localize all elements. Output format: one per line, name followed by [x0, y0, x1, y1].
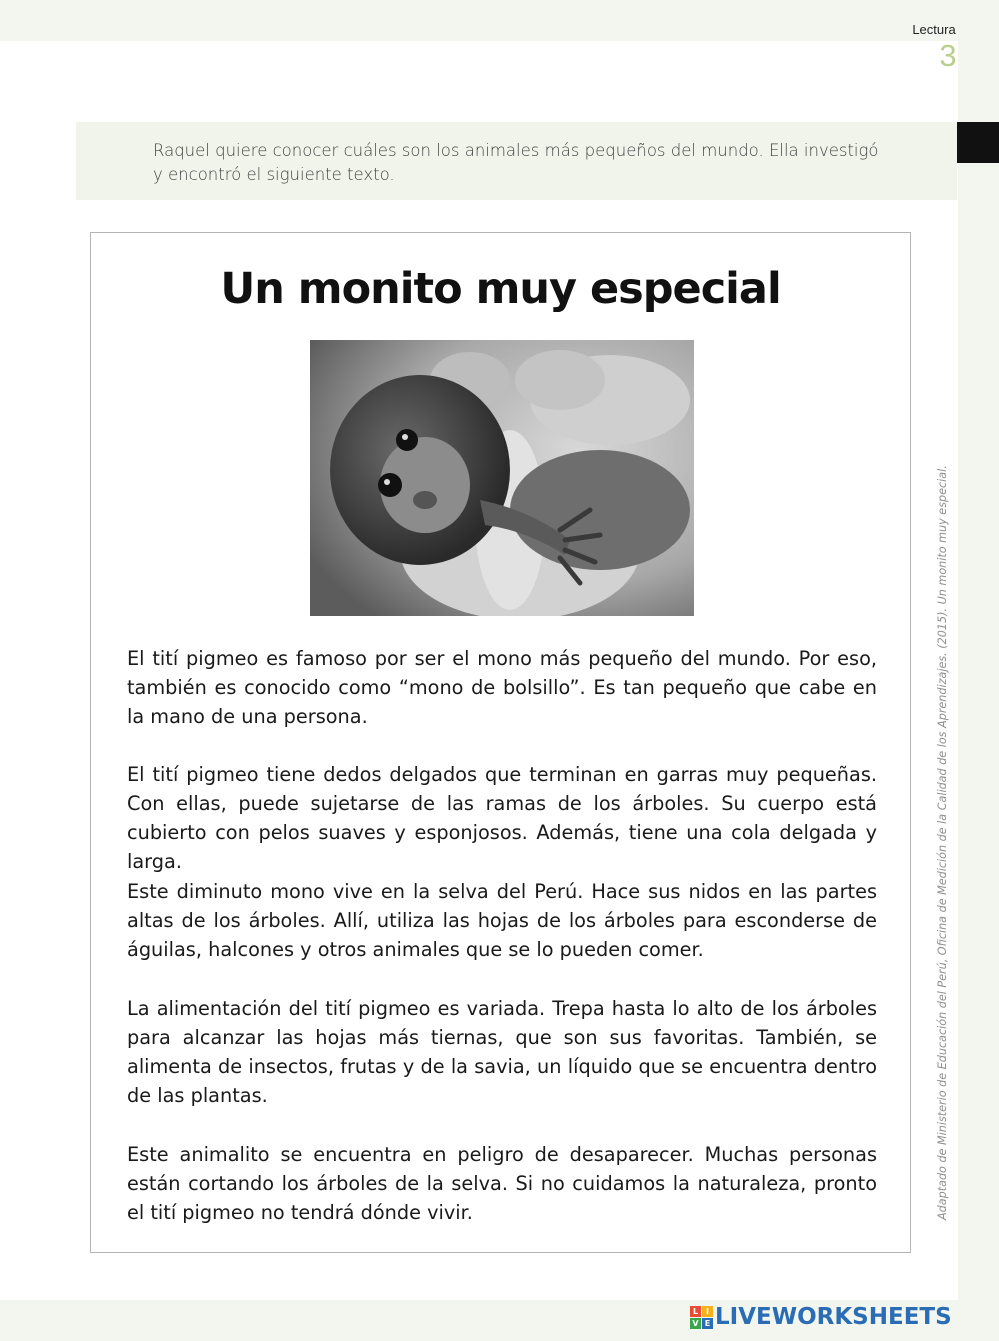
article-paragraph-3: Este diminuto mono vive en la selva del Perú. Hace sus nidos en las partes altas de los árboles. Allí, utiliza las hojas de los árboles para esconderse de águilas, halcones y otros animales que se lo pueden comer.: [127, 880, 877, 961]
section-number: 3: [939, 38, 957, 73]
liveworksheets-logo[interactable]: [690, 1302, 952, 1332]
article-paragraph-4: La alimentación del tití pigmeo es variada. Trepa hasta lo alto de los árboles para alcanzar las hojas más tiernas, que son sus favoritas. También, se alimenta de insectos, frutas y de la savia, un líquido que se encuentra dentro de las plantas.: [127, 997, 877, 1107]
logo-tile: I: [702, 1306, 713, 1317]
right-margin-band: [958, 41, 999, 1300]
section-label: Lectura: [912, 22, 956, 37]
top-band: [0, 0, 999, 41]
source-citation: Adaptado de Ministerio de Educación del Perú, Oficina de Medición de la Calidad de los Aprendizajes. (2015). Un monito muy especial.: [936, 465, 949, 1220]
article-paragraph-2: El tití pigmeo tiene dedos delgados que terminan en garras muy pequeñas. Con ellas, puede sujetarse de las ramas de los árboles. Su cuerpo está cubierto con pelos suaves y esponjosos. Además, tiene una cola delgada y larga.: [127, 763, 877, 873]
article-paragraph-1: El tití pigmeo es famoso por ser el mono más pequeño del mundo. Por eso, también es conocido como “mono de bolsillo”. Es tan pequeño que cabe en la mano de una persona.: [127, 647, 877, 728]
logo-tile: V: [690, 1318, 701, 1329]
pygmy-marmoset-photo: [310, 340, 694, 616]
section-tab-marker: [957, 122, 999, 163]
logo-text: LIVEWORKSHEETS: [715, 1304, 952, 1330]
intro-text: Raquel quiere conocer cuáles son los animales más pequeños del mundo. Ella investigó y encontró el siguiente texto.: [153, 141, 879, 184]
logo-tile: E: [702, 1318, 713, 1329]
article-title: Un monito muy especial: [220, 264, 781, 314]
article-paragraph-5: Este animalito se encuentra en peligro de desaparecer. Muchas personas están cortando los árboles de la selva. Si no cuidamos la naturaleza, pronto el tití pigmeo no tendrá dónde vivir.: [127, 1143, 877, 1224]
logo-tiles-icon: [690, 1306, 713, 1329]
logo-tile: L: [690, 1306, 701, 1317]
